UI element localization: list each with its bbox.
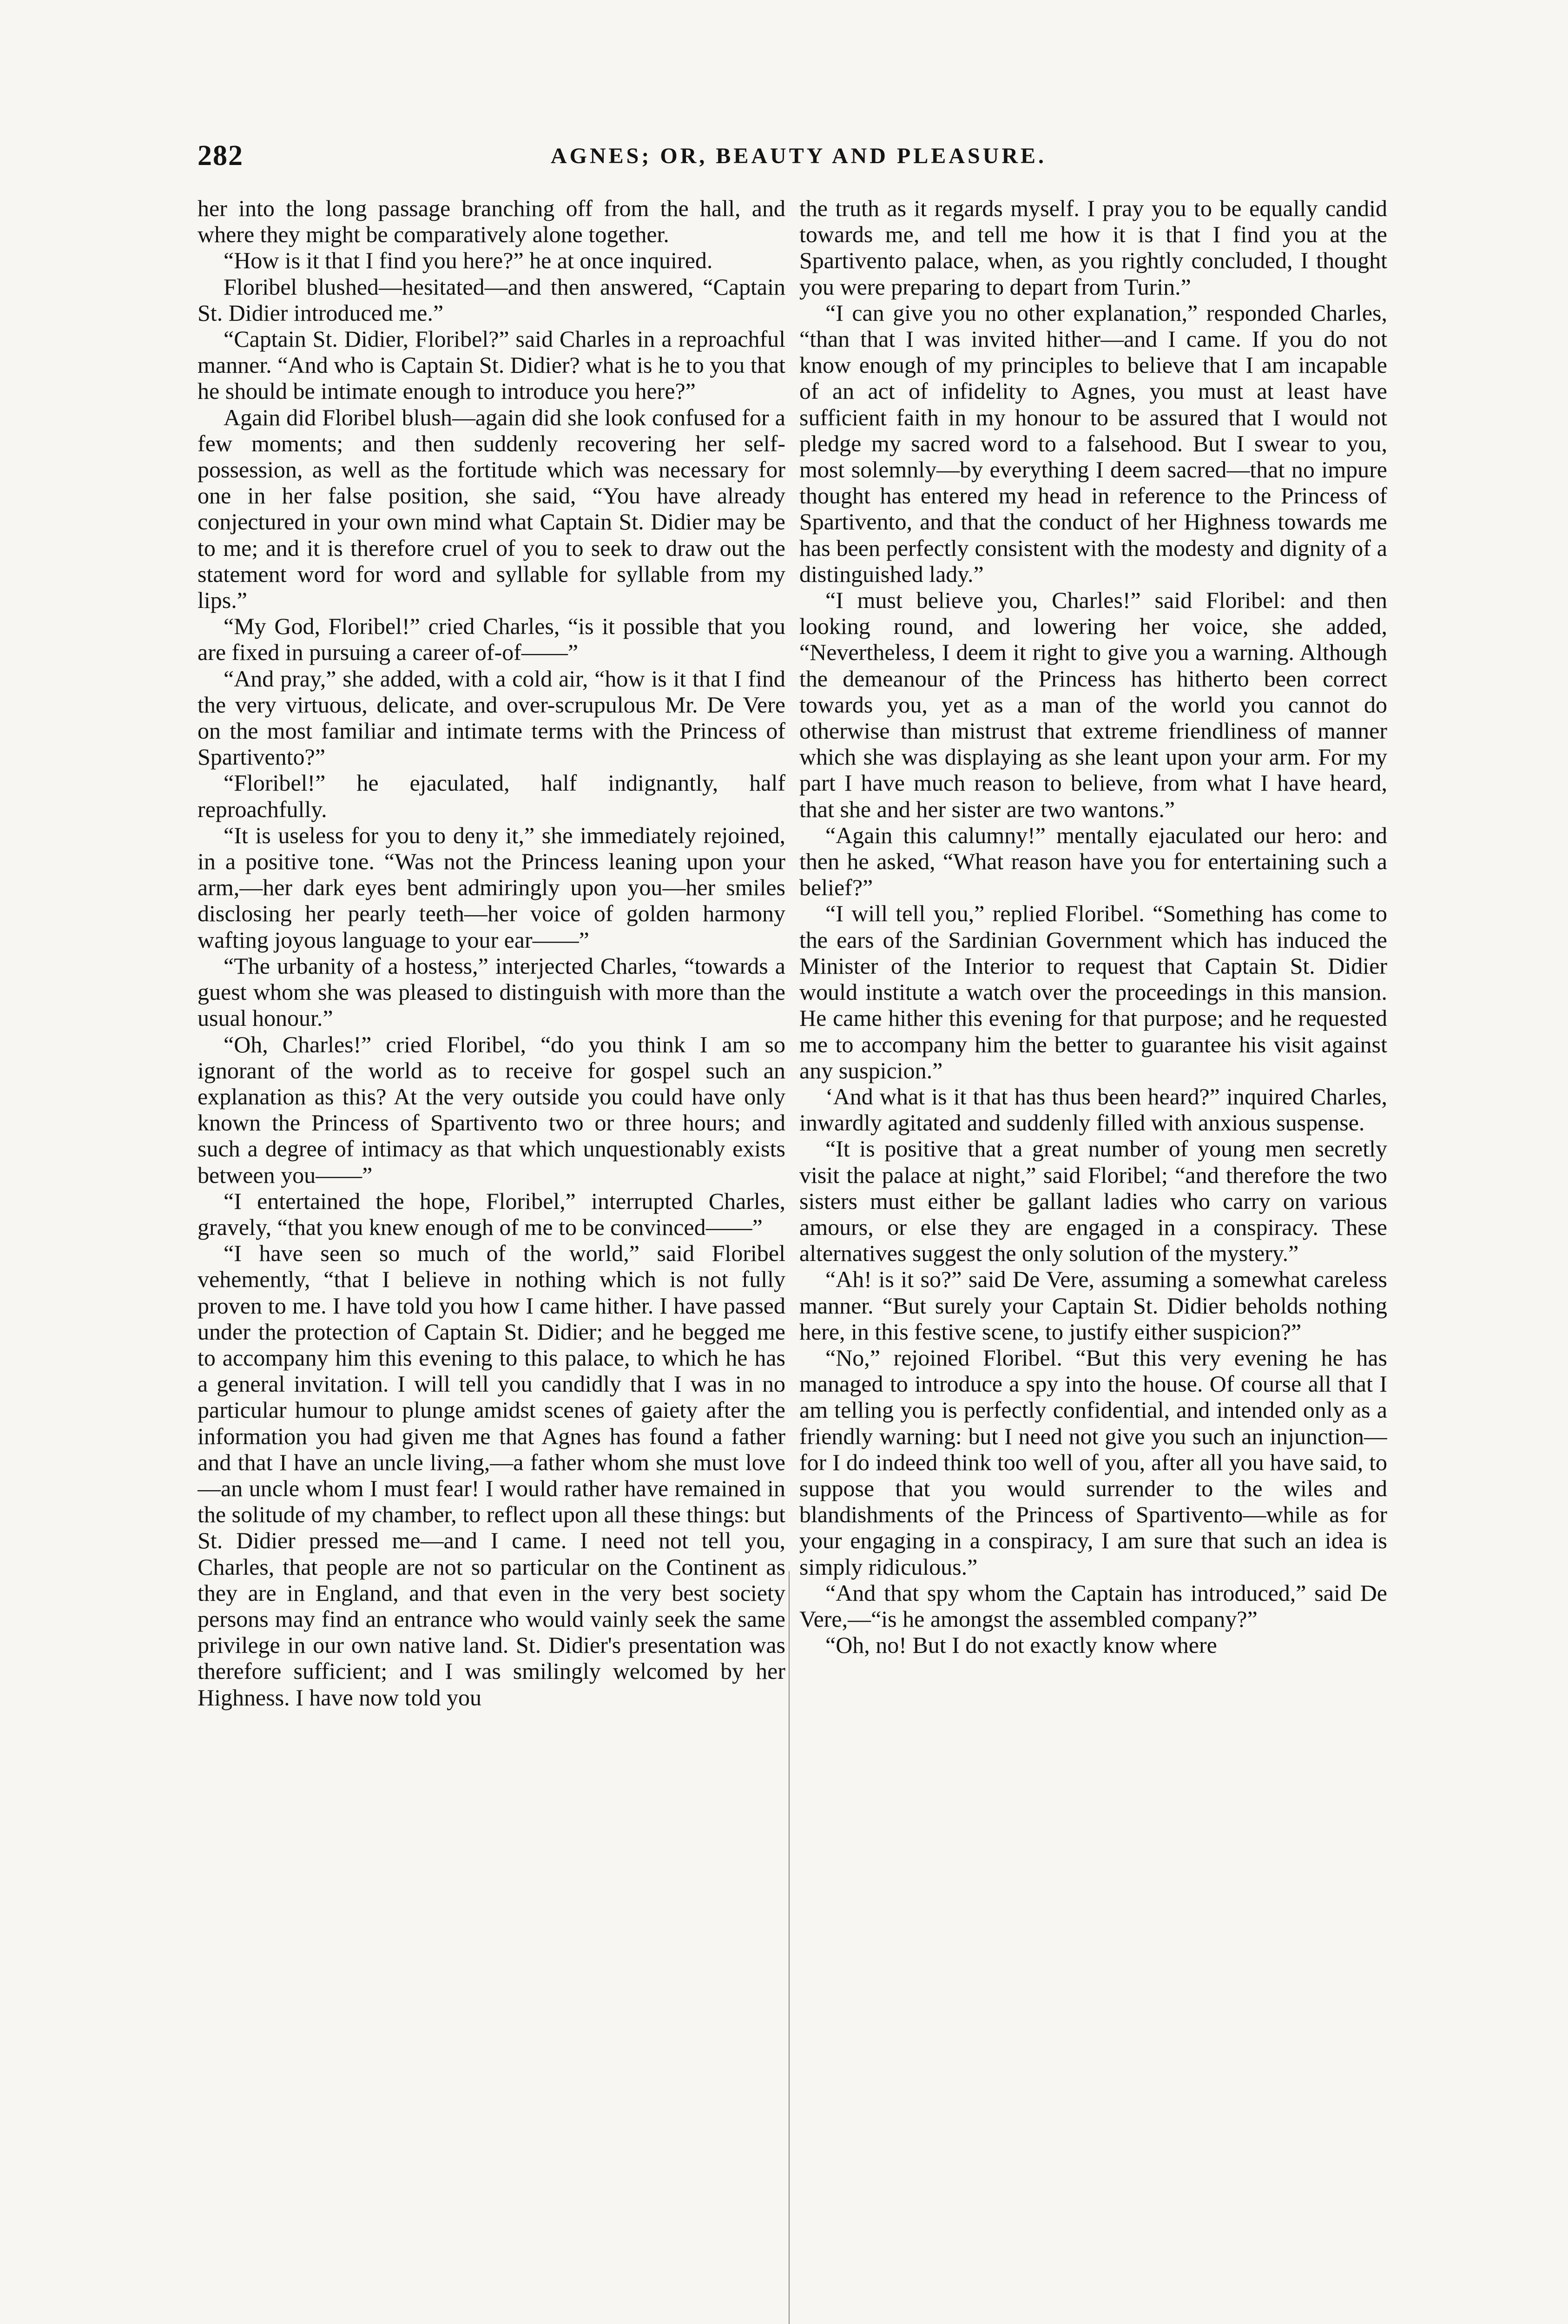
paragraph: “How is it that I find you here?” he at once inquired. [224, 247, 713, 274]
paragraph: her into the long passage branching off from the hall, and where they might be comparatively alone together. [198, 195, 785, 248]
paragraph: Again did Floribel blush—again did she look confused for a few moments; and then suddenly recovering her self-possession, as well as the fortitude which was necessary for one in her false position, she said, “You have already conjectured in your own mind what Captain St. Didier may be to me; and it is therefore cruel of you to seek to draw out the statement word for word and syllable for syllable from my lips.” [198, 404, 785, 614]
paragraph: “It is useless for you to deny it,” she immediately rejoined, in a positive tone. “Was not the Princess leaning upon your arm,—her dark eyes bent admiringly upon you—her smiles disclosing her pearly teeth—her voice of golden harmony wafting joyous language to your ear——” [198, 822, 785, 953]
paragraph: “I entertained the hope, Floribel,” interrupted Charles, gravely, “that you knew enough of me to be convinced——” [198, 1188, 785, 1240]
paragraph: “And pray,” she added, with a cold air, “how is it that I find the very virtuous, delicate, and over-scrupulous Mr. De Vere on the most familiar and intimate terms with the Princess of Spartivento?” [198, 665, 785, 770]
page-header [198, 139, 1387, 181]
paragraph: the truth as it regards myself. I pray you to be equally candid towards me, and tell me how it is that I find you at the Spartivento palace, when, as you rightly concluded, I thought you were preparing to depart from Turin.” [799, 195, 1387, 300]
paragraph: “My God, Floribel!” cried Charles, “is it possible that you are fixed in pursuing a career of-of——” [198, 613, 785, 666]
paragraph: ‘And what is it that has thus been heard?” inquired Charles, inwardly agitated and suddenly filled with anxious suspense. [799, 1083, 1387, 1136]
paragraph: “Floribel!” he ejaculated, half indignantly, half reproachfully. [198, 770, 785, 822]
page-number: 282 [198, 140, 244, 172]
paragraph: “It is positive that a great number of young men secretly visit the palace at night,” said Floribel; “and therefore the two sisters must either be gallant ladies who carry on various amours, or else they are engaged in a conspiracy. These alternatives suggest the only solution of the mystery.” [799, 1136, 1387, 1267]
left-text-column [198, 195, 785, 2324]
paragraph: “Ah! is it so?” said De Vere, assuming a somewhat careless manner. “But surely your Captain St. Didier beholds nothing here, in this festive scene, to justify either suspicion?” [799, 1266, 1387, 1345]
paragraph: “Oh, no! But I do not exactly know where [825, 1632, 1217, 1658]
paragraph: “The urbanity of a hostess,” interjected Charles, “towards a guest whom she was pleased to distinguish with more than the usual honour.” [198, 952, 785, 1031]
paragraph: “Again this calumny!” mentally ejaculated our hero: and then he asked, “What reason have you for entertaining such a belief?” [799, 822, 1387, 901]
paragraph: “I have seen so much of the world,” said Floribel vehemently, “that I believe in nothing which is not fully proven to me. I have told you how I came hither. I have passed under the protection of Captain St. Didier; and he begged me to accompany him this evening to this palace, to which he has a general invitation. I will tell you candidly that I was in no particular humour to plunge amidst scenes of gaiety after the information you had given me that Agnes has found a father and that I have an uncle living,—a father whom she must love—an uncle whom I must fear! I would rather have remained in the solitude of my chamber, to reflect upon all these things: but St. Didier pressed me—and I came. I need not tell you, Charles, that people are not so particular on the Continent as they are in England, and that even in the very best society persons may find an entrance who would vainly seek the same privilege in our own native land. St. Didier's presentation was therefore sufficient; and I was smilingly welcomed by her Highness. I have now told you [198, 1240, 785, 1710]
paragraph: “No,” rejoined Floribel. “But this very evening he has managed to introduce a spy into the house. Of course all that I am telling you is perfectly confidential, and intended only as a friendly warning: but I need not give you such an injunction—for I do indeed think too well of you, after all you have said, to suppose that you would surrender to the wiles and blandishments of the Princess of Spartivento—while as for your engaging in a conspiracy, I am sure that such an idea is simply ridiculous.” [799, 1344, 1387, 1580]
paragraph: “I will tell you,” replied Floribel. “Something has come to the ears of the Sardinian Government which has induced the Minister of the Interior to request that Captain St. Didier would institute a watch over the proceedings in this mansion. He came hither this evening for that purpose; and he requested me to accompany him the better to guarantee his visit against any suspicion.” [799, 900, 1387, 1083]
right-text-column [799, 195, 1387, 2324]
paragraph: “And that spy whom the Captain has introduced,” said De Vere,—“is he amongst the assembled company?” [799, 1579, 1387, 1632]
paragraph: “Captain St. Didier, Floribel?” said Charles in a reproachful manner. “And who is Captain St. Didier? what is he to you that he should be intimate enough to introduce you here?” [198, 326, 785, 404]
paragraph: “I can give you no other explanation,” responded Charles, “than that I was invited hither—and I came. If you do not know enough of my principles to believe that I am incapable of an act of infidelity to Agnes, you must at least have sufficient faith in my honour to be assured that I would not pledge my sacred word to a falsehood. But I swear to you, most solemnly—by everything I deem sacred—that no impure thought has entered my head in reference to the Princess of Spartivento, and that the conduct of her Highness towards me has been perfectly consistent with the modesty and dignity of a distinguished lady.” [799, 299, 1387, 587]
paragraph: “Oh, Charles!” cried Floribel, “do you think I am so ignorant of the world as to receive for gospel such an explanation as this? At the very outside you could have only known the Princess of Spartivento two or three hours; and such a degree of intimacy as that which unquestionably exists between you——” [198, 1031, 785, 1188]
paragraph: Floribel blushed—hesitated—and then answered, “Captain St. Didier introduced me.” [198, 273, 785, 326]
paragraph: “I must believe you, Charles!” said Floribel: and then looking round, and lowering her voice, she added, “Nevertheless, I deem it right to give you a warning. Although the demeanour of the Princess has hitherto been correct towards you, yet as a man of the world you cannot do otherwise than mistrust that extreme friendliness of manner which she was displaying as she leant upon your arm. For my part I have much reason to believe, from what I have heard, that she and her sister are two wantons.” [799, 587, 1387, 822]
running-title: AGNES; OR, BEAUTY AND PLEASURE. [551, 144, 1047, 168]
column-divider [789, 1571, 790, 2324]
